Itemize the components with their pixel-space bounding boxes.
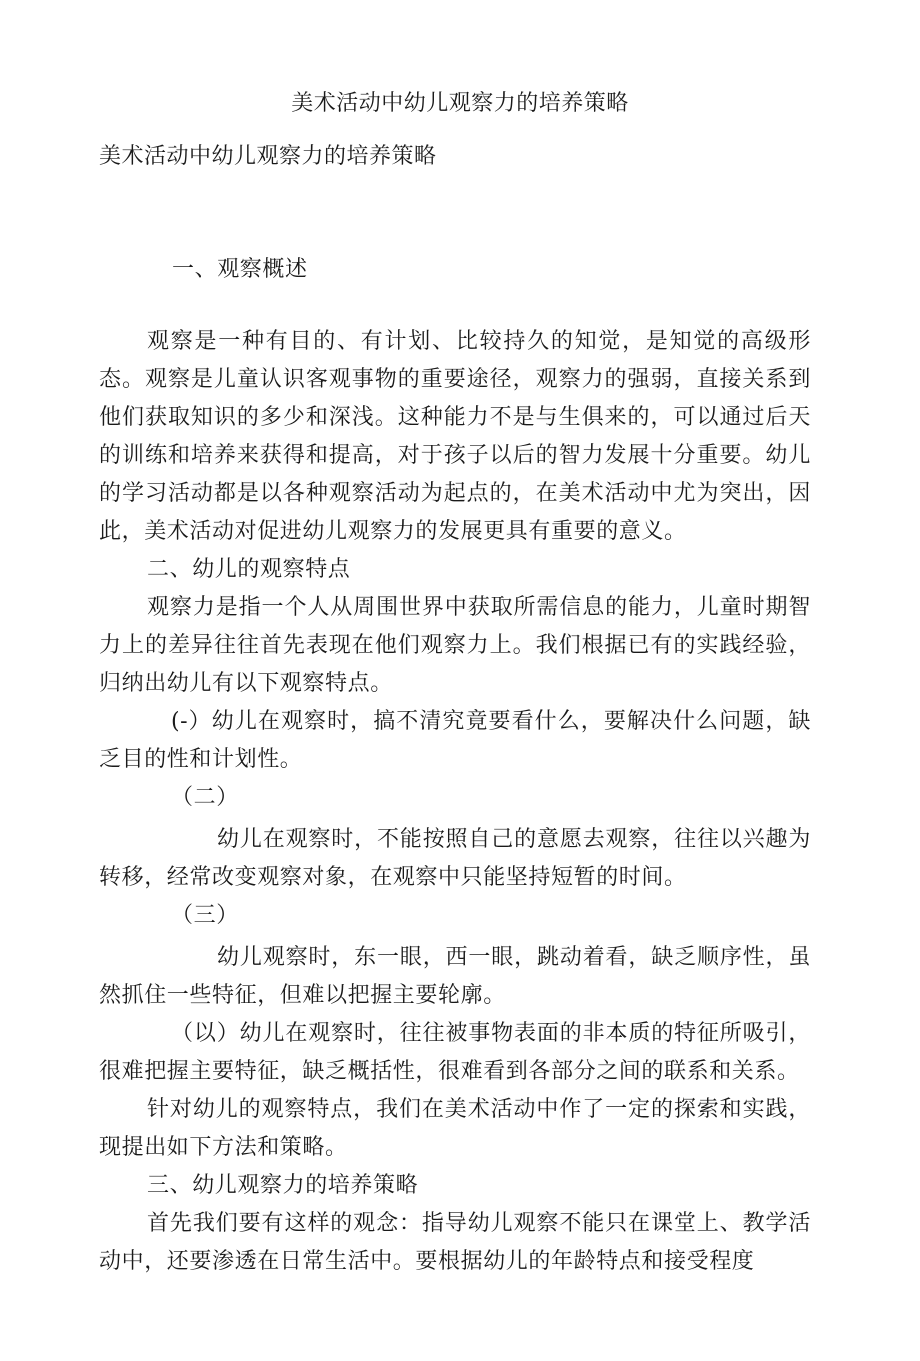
list-item-2-label: （二） (171, 785, 239, 810)
document-body (99, 323, 811, 1281)
paragraph-observation-overview: 观察是一种有目的、有计划、比较持久的知觉，是知觉的高级形态。观察是儿童认识客观事物的重要途径，观察力的强弱，直接关系到他们获取知识的多少和深浅。这种能力不是与生俱来的，可以通过后天的训练和培养来获得和提高，对于孩子以后的智力发展十分重要。幼儿的学习活动都是以各种观察活动为起点的，在美术活动中尤为突出，因此，美术活动对促进幼儿观察力的发展更具有重要的意义。 (99, 329, 811, 544)
list-item-4: （以）幼儿在观察时，往往被事物表面的非本质的特征所吸引，很难把握主要特征，缺乏概括性，很难看到各部分之间的联系和关系。 (99, 1021, 811, 1084)
list-item-3-label: （三） (171, 903, 239, 928)
section-heading-3: 三、幼儿观察力的培养策略 (147, 1173, 419, 1198)
list-item-3-text: 幼儿观察时，东一眼，西一眼，跳动着看，缺乏顺序性，虽然抓住一些特征，但难以把握主要轮廓。 (99, 945, 811, 1008)
section-heading-2: 二、幼儿的观察特点 (147, 557, 351, 582)
list-item-1: (-）幼儿在观察时，搞不清究竟要看什么，要解决什么问题，缺乏目的性和计划性。 (99, 709, 811, 772)
paragraph-observation-traits: 观察力是指一个人从周围世界中获取所需信息的能力，儿童时期智力上的差异往往首先表现在他们观察力上。我们根据已有的实践经验，归纳出幼儿有以下观察特点。 (99, 595, 811, 696)
list-item-2-text: 幼儿在观察时，不能按照自己的意愿去观察，往往以兴趣为转移，经常改变观察对象，在观察中只能坚持短暂的时间。 (99, 827, 811, 890)
document-title: 美术活动中幼儿观察力的培养策略 (291, 91, 629, 116)
paragraph-strategy-intro: 首先我们要有这样的观念：指导幼儿观察不能只在课堂上、教学活动中，还要渗透在日常生活中。要根据幼儿的年龄特点和接受程度 (99, 1211, 811, 1274)
document-subtitle: 美术活动中幼儿观察力的培养策略 (99, 144, 437, 169)
section-heading-1: 一、观察概述 (172, 257, 308, 282)
paragraph-exploration: 针对幼儿的观察特点，我们在美术活动中作了一定的探索和实践，现提出如下方法和策略。 (99, 1097, 811, 1160)
